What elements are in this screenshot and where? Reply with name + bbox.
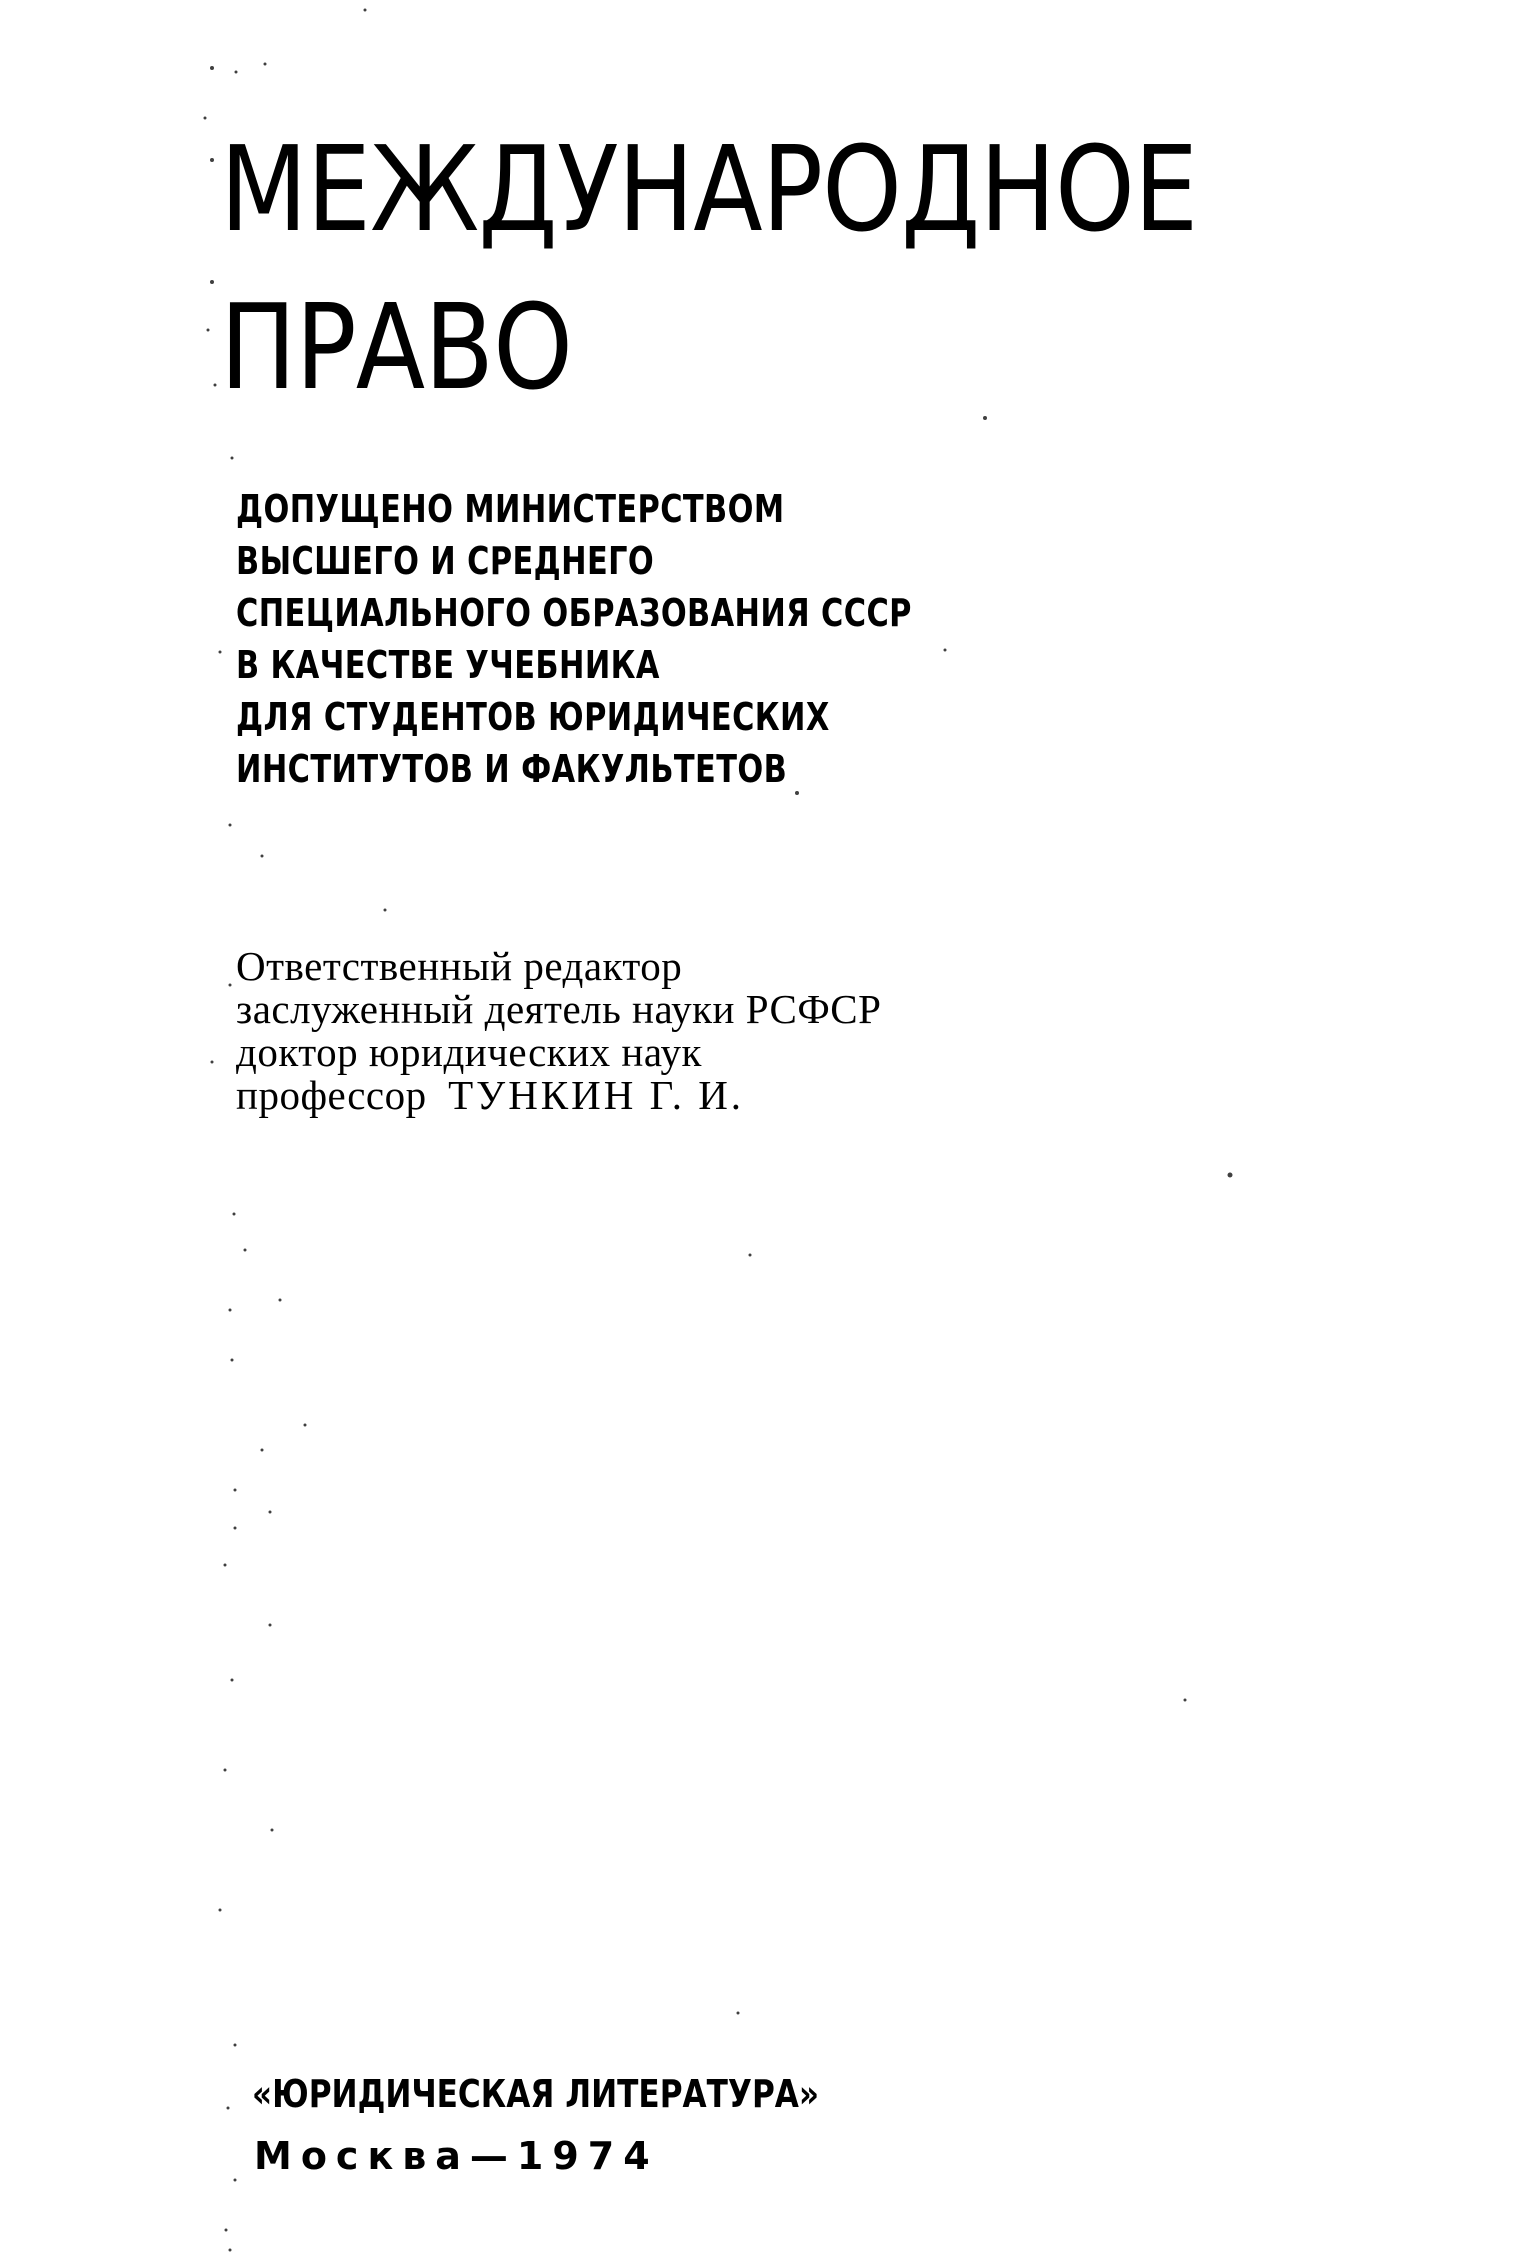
editor-credit [236,945,881,1117]
editor-name: ТУНКИН Г. И. [448,1072,745,1118]
publisher-name: «ЮРИДИЧЕСКАЯ ЛИТЕРАТУРА» [252,2072,820,2116]
approval-line: СПЕЦИАЛЬНОГО ОБРАЗОВАНИЯ СССР [236,591,912,635]
city-year: Москва—1974 [254,2134,659,2178]
editor-honor: заслуженный деятель науки РСФСР [236,986,882,1032]
book-title-line-1: МЕЖДУНАРОДНОЕ [220,120,1198,258]
book-title-line-2: ПРАВО [220,278,573,416]
editor-degree: доктор юридических наук [236,1029,702,1075]
editor-rank: профессор [236,1072,427,1118]
approval-line: В КАЧЕСТВЕ УЧЕБНИКА [236,643,660,687]
approval-statement [236,483,912,795]
approval-line: ДОПУЩЕНО МИНИСТЕРСТВОМ [236,487,785,531]
approval-line: ВЫСШЕГО И СРЕДНЕГО [236,539,655,583]
book-title [220,110,1197,426]
approval-line: ИНСТИТУТОВ И ФАКУЛЬТЕТОВ [236,747,788,791]
approval-line: ДЛЯ СТУДЕНТОВ ЮРИДИЧЕСКИХ [236,695,830,739]
editor-rank-name [236,1074,881,1117]
editor-role: Ответственный редактор [236,943,683,989]
